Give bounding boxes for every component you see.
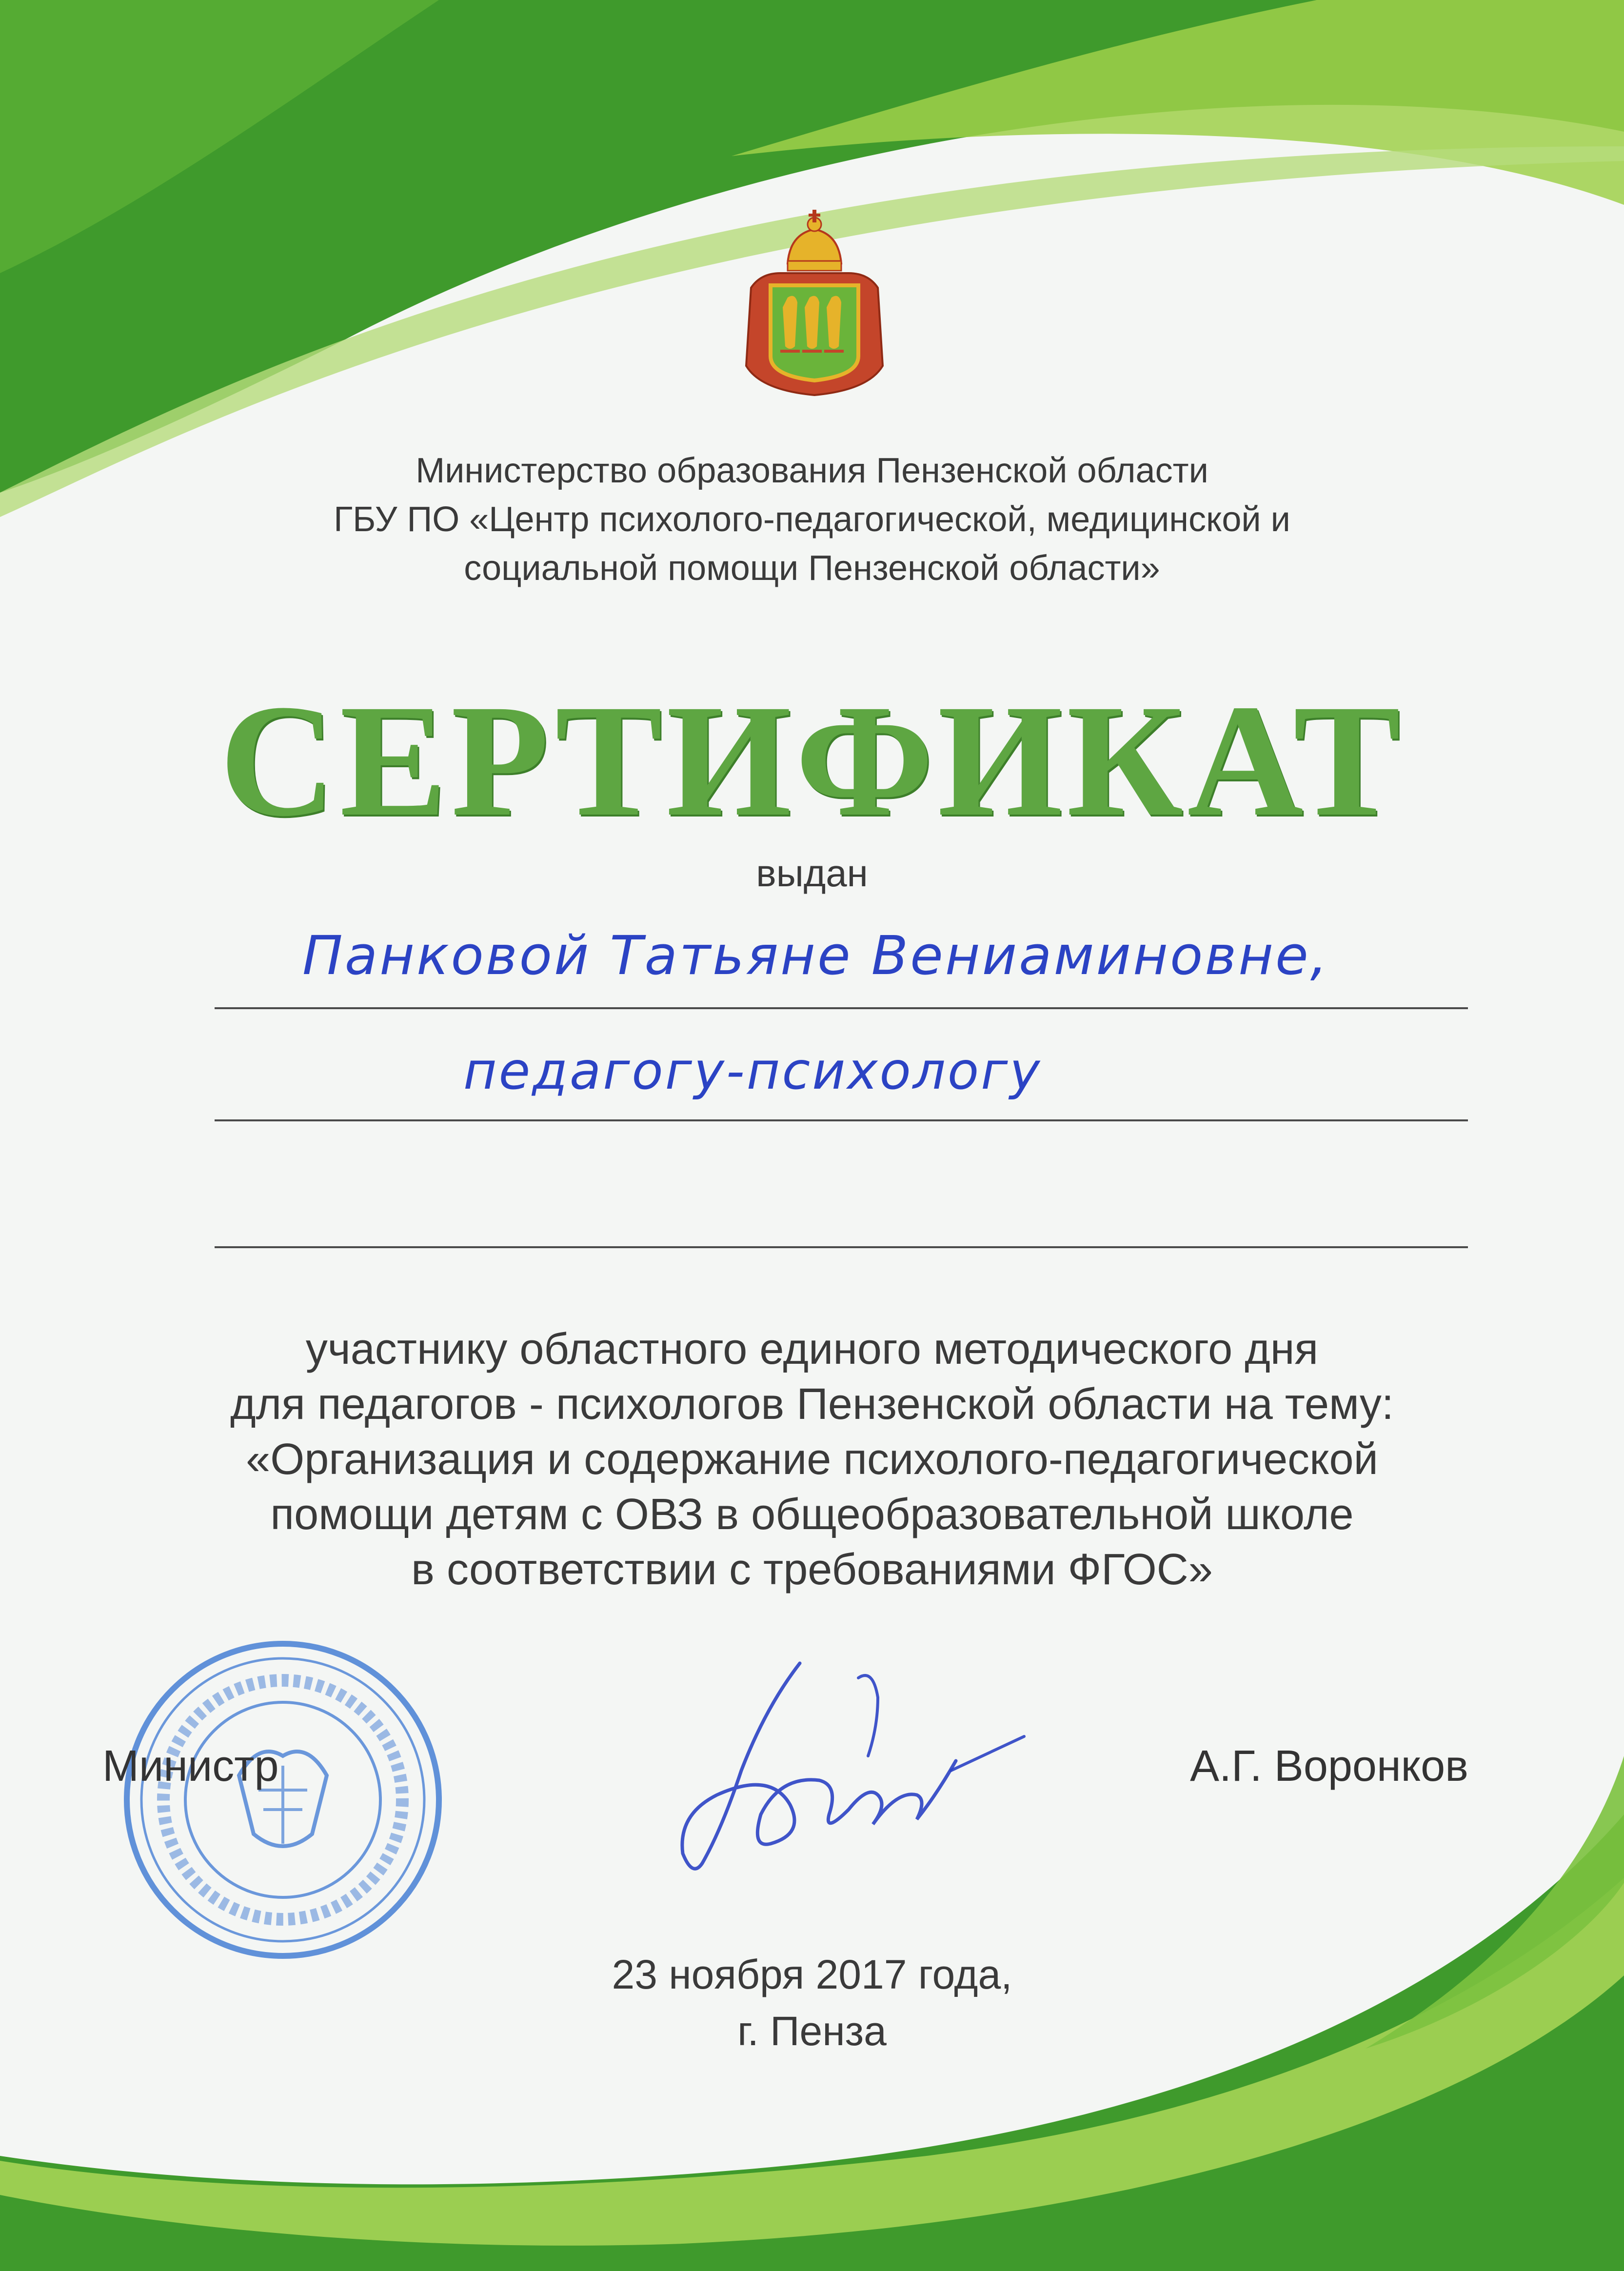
signatory-role: Министр [102,1742,279,1791]
official-stamp-icon [112,1629,454,1971]
recipient-position: педагогу-психологу [463,1041,1042,1101]
place-line: г. Пенза [737,2008,887,2054]
body-line-4: помощи детям с ОВЗ в общеобразовательной школе [270,1490,1354,1539]
coat-of-arms-icon [741,205,888,400]
body-line-2: для педагогов - психологов Пензенской области на тему: [230,1380,1394,1429]
recipient-name: Панковой Татьяне Вениаминовне, [302,924,1329,987]
body-line-3: «Организация и содержание психолого-педагогической [246,1435,1378,1484]
date-line: 23 ноября 2017 года, [612,1952,1012,1997]
signatory-name: А.Г. Воронков [1190,1742,1468,1791]
body-line-1: участнику областного единого методического дня [305,1325,1319,1374]
fill-line-3 [215,1246,1468,1248]
issue-date [0,1946,1624,2059]
issuer-line-1: Министерство образования Пензенской области [416,451,1208,490]
certificate-title: СЕРТИФИКАТ [219,672,1405,850]
issued-label: выдан [756,852,868,895]
fill-line-1 [215,1007,1468,1009]
fill-line-2 [215,1119,1468,1121]
signature-scribble [644,1649,1034,1892]
issuer-line-2: ГБУ ПО «Центр психолого-педагогической, медицинской и [334,500,1290,539]
body-line-5: в соответствии с требованиями ФГОС» [411,1545,1213,1594]
certificate-body [0,1322,1624,1597]
issuer-line-3: социальной помощи Пензенской области» [464,549,1160,588]
issuer-header [0,446,1624,593]
